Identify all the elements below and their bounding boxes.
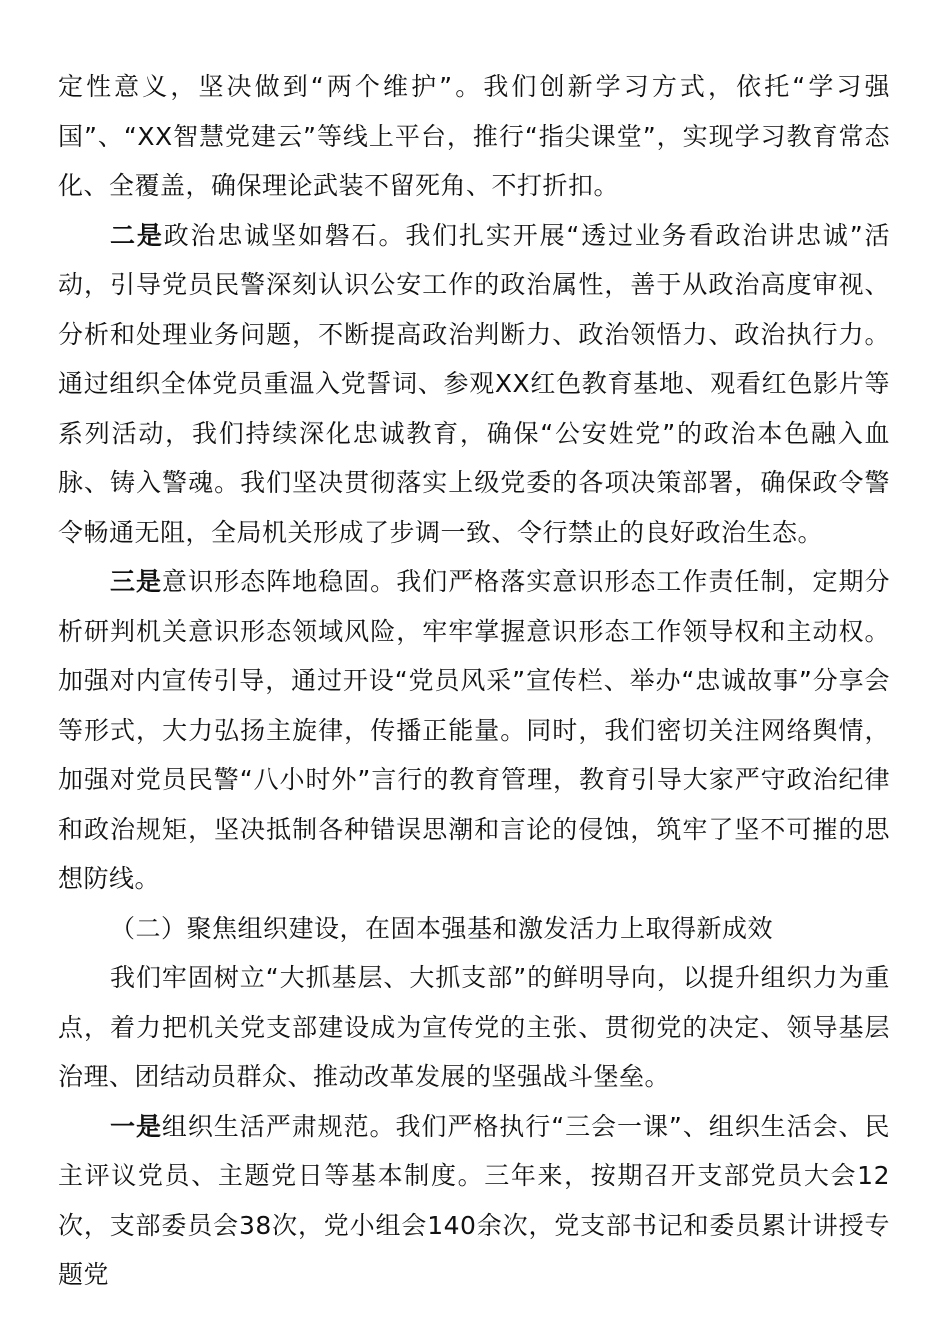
paragraph-lead: 二是: [110, 220, 164, 250]
paragraph-text: 我们牢固树立“大抓基层、大抓支部”的鲜明导向，以提升组织力为重点，着力把机关党支部建设成为宣传党的主张、贯彻党的决定、领导基层治理、团结动员群众、推动改革发展的坚强战斗堡垒。: [58, 963, 890, 1091]
paragraph-text: 意识形态阵地稳固。我们严格落实意识形态工作责任制，定期分析研判机关意识形态领域风险，牢牢掌握意识形态工作领导权和主动权。加强对内宣传引导，通过开设“党员风采”宣传栏、举办“忠诚故事”分享会等形式，大力弘扬主旋律，传播正能量。同时，我们密切关注网络舆情，加强对党员民警“八小时外”言行的教育管理，教育引导大家严守政治纪律和政治规矩，坚决抵制各种错误思潮和言论的侵蚀，筑牢了坚不可摧的思想防线。: [58, 567, 890, 893]
paragraph-text: 政治忠诚坚如磐石。我们扎实开展“透过业务看政治讲忠诚”活动，引导党员民警深刻认识公安工作的政治属性，善于从政治高度审视、分析和处理业务问题，不断提高政治判断力、政治领悟力、政治执行力。通过组织全体党员重温入党誓词、参观XX红色教育基地、观看红色影片等系列活动，我们持续深化忠诚教育，确保“公安姓党”的政治本色融入血脉、铸入警魂。我们坚决贯彻落实上级党委的各项决策部署，确保政令警令畅通无阻，全局机关形成了步调一致、令行禁止的良好政治生态。: [58, 220, 890, 547]
document-page: [58, 62, 890, 1300]
paragraph-organization-intro: [58, 953, 890, 1102]
paragraph-organization-life: [58, 1102, 890, 1300]
paragraph-text: 定性意义，坚决做到“两个维护”。我们创新学习方式，依托“学习强国”、“XX智慧党建云”等线上平台，推行“指尖课堂”，实现学习教育常态化、全覆盖，确保理论武装不留死角、不打折扣。: [58, 72, 890, 200]
section-heading: （二）聚焦组织建设，在固本强基和激发活力上取得新成效: [110, 913, 774, 943]
paragraph-intro-continuation: [58, 62, 890, 211]
paragraph-political-loyalty: [58, 211, 890, 558]
paragraph-ideology-front: [58, 557, 890, 904]
paragraph-lead: 三是: [110, 567, 163, 596]
paragraph-text: 组织生活严肃规范。我们严格执行“三会一课”、组织生活会、民主评议党员、主题党日等基本制度。三年来，按期召开支部党员大会12次，支部委员会38次，党小组会140余次，党支部书记和委员累计讲授专题党: [58, 1111, 890, 1289]
paragraph-lead: 一是: [110, 1111, 162, 1141]
